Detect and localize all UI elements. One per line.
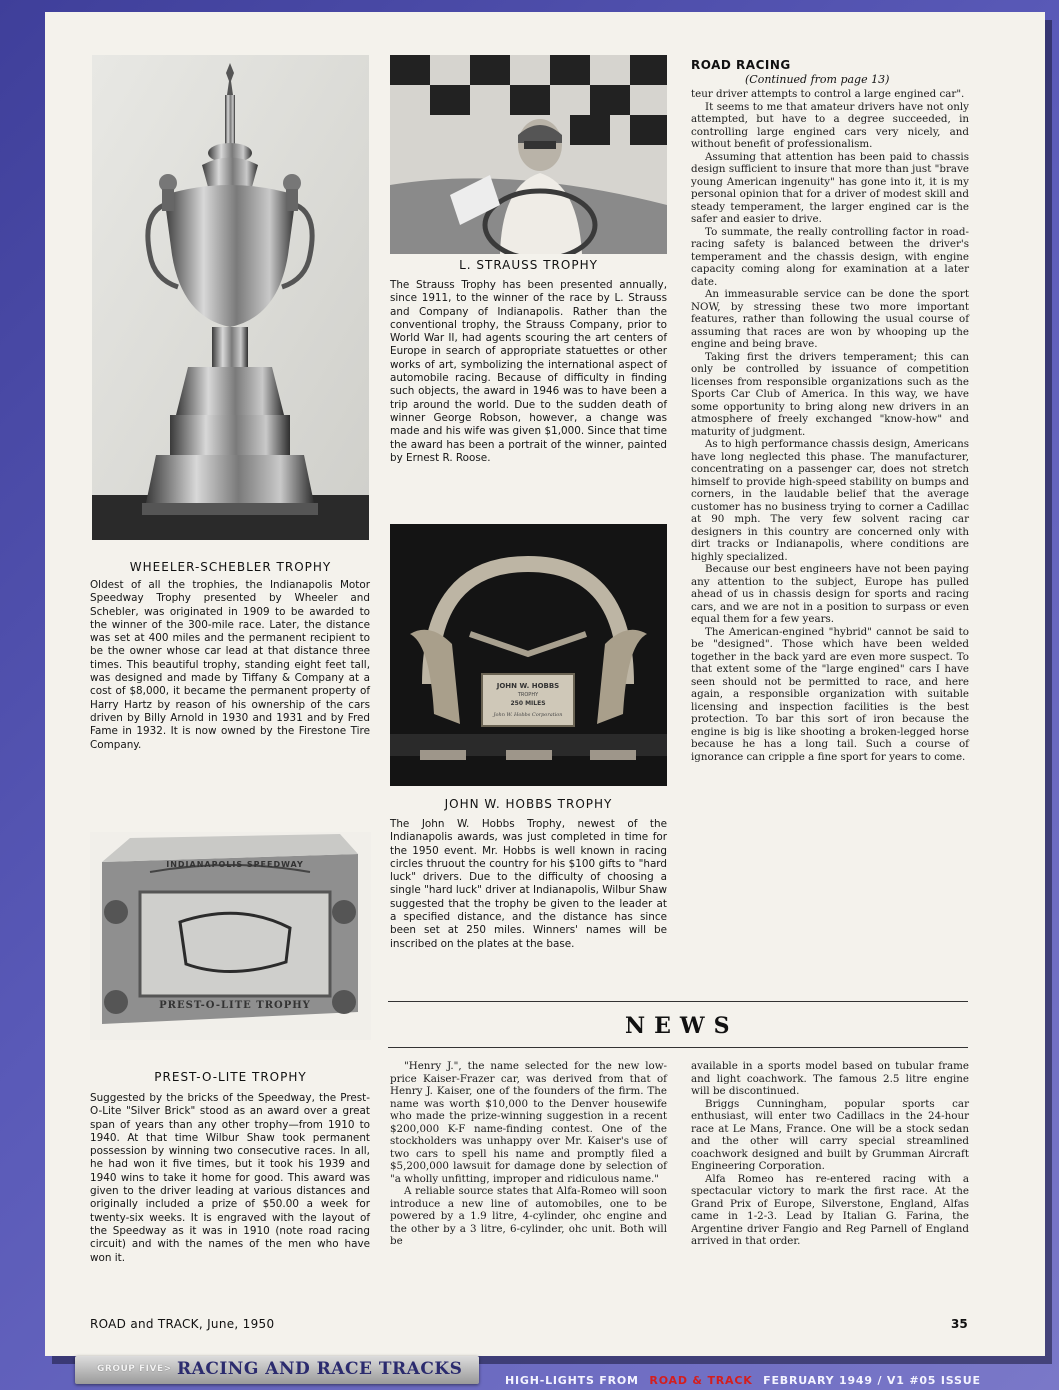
- news-col1-paragraph: A reliable source states that Alfa-Romeo will soon introduce a new line of automobiles, one to be powered by a 1.9 litre, 4-cylinder, ohc engine and the other by a 3 litre, 6-cylinder, ohc unit. Both will be: [390, 1185, 667, 1247]
- news-bottom-rule: [388, 1047, 968, 1048]
- section-banner: [75, 1356, 479, 1384]
- wheeler-schebler-trophy-photo: [92, 55, 369, 540]
- news-col2-paragraph: available in a sports model based on tubular frame and light coachwork. The famous 2.5 litre engine will be discontinued.: [691, 1060, 969, 1097]
- strauss-heading: L. STRAUSS TROPHY: [459, 258, 598, 272]
- news-col1-paragraph: "Henry J.", the name selected for the new low-price Kaiser-Frazer car, was derived from that of Henry J. Kaiser, one of the founders of the firm. The name was worth $10,000 to the Denver housewife who made the prize-winning suggestion in a recent $200,000 K-F name-finding contest. One of the stockholders was unhappy over Mr. Kaiser's use of two cars to spell his name and promptly filed a $5,200,000 lawsuit for damage done by selection of "a wholly unfitting, improper and ridiculous name.": [390, 1060, 667, 1185]
- road-racing-paragraph: Because our best engineers have not been paying any attention to the subject, Europe has pulled ahead of us in chassis design for sports and racing cars, and we are not in a position to surpass or even equal them for a few years.: [691, 563, 969, 625]
- road-racing-title: ROAD RACING: [691, 58, 791, 72]
- footer-page-number: 35: [951, 1317, 968, 1331]
- hobbs-plaque-signature: John W. Hobbs Corporation: [493, 712, 563, 718]
- road-racing-article-body: [691, 88, 969, 763]
- strip-brand-logo: ROAD & TRACK: [649, 1374, 753, 1387]
- banner-group-label: GROUP FIVE>: [97, 1364, 172, 1374]
- news-column-2: [691, 1060, 969, 1248]
- prest-o-lite-trophy-photo: [90, 832, 371, 1040]
- strauss-text: The Strauss Trophy has been presented annually, since 1911, to the winner of the race by L. Strauss and Company of Indianapolis. Rather than the conventional trophy, the Strauss Company, prior to World War II, had agents scouring the art centers of Europe in search of appropriate statuettes or other works of art, symbolizing the international aspect of automobile racing. Because of difficulty in finding such objects, the award in 1946 was to have been a trip around the world. Due to the sudden death of winner George Robson, however, a change was made and his wife was given $1,000. Since that time the award has been a portrait of the winner, painted by Ernest R. Roose.: [390, 279, 667, 464]
- hobbs-plaque-name: JOHN W. HOBBS: [496, 682, 560, 690]
- road-racing-paragraph: The American-engined "hybrid" cannot be said to be "designed". Those which have been welded together in the back yard are even more suspect. To that extent some of the "large engined" cars I have seen should not be permitted to race, and here again, a responsible organization with suitable licensing and inspection facilities is the best protection. To bar this sort of iron because the engine is big is like shooting a broken-legged horse because he has a long tail. Such a course of ignorance can cripple a fine sport for years to come.: [691, 625, 969, 763]
- prest-o-lite-text: Suggested by the bricks of the Speedway, the Prest-O-Lite "Silver Brick" stood as an award over a great span of years than any other trophy—from 1910 to 1940. At that time Wilbur Shaw took permanent possession by winning two consecutive races. In all, he had won it five times, but it took his 1939 and 1940 wins to take it home for good. This award was given to the driver leading at various distances and originally included a prize of $50.00 a week for twenty-six weeks. It is engraved with the layout of the Speedway as it was in 1910 (note road racing circuit) and with the names of the men who have won it.: [90, 1092, 370, 1264]
- hobbs-heading: JOHN W. HOBBS TROPHY: [444, 797, 613, 811]
- hobbs-plaque-trophy: TROPHY: [517, 692, 539, 698]
- road-racing-continued: (Continued from page 13): [745, 73, 890, 86]
- road-racing-paragraph: Taking first the drivers temperament; this can only be controlled by issuance of competition licenses from responsible organizations such as the Sports Car Club of America. In this way, we have some opportunity to bring along new drivers in an atmosphere of freely exchanged "know-how" and maturity of judgment.: [691, 350, 969, 438]
- road-racing-paragraph: As to high performance chassis design, Americans have long neglected this phase. The manufacturer, concentrating on a passenger car, does not stretch himself to provide high-speed stability on bumps and corners, in the laudable belief that the average customer has no business trying to corner a Cadillac at 90 mph. The very few solvent racing car designers in this country are concerned only with dirt tracks or Indianapolis, where conditions are highly specialized.: [691, 438, 969, 563]
- strip-left-text: HIGH-LIGHTS FROM: [505, 1374, 639, 1387]
- news-col2-paragraph: Alfa Romeo has re-entered racing with a spectacular victory to mark the first race. At the Grand Prix of Europe, Silverstone, England, Alfas came in 1-2-3. Lead by Italian G. Farina, the Argentine driver Fangio and Reg Parnell of England arrived in that order.: [691, 1172, 969, 1247]
- strauss-trophy-portrait-photo: [390, 55, 667, 254]
- prest-o-lite-heading: PREST-O-LITE TROPHY: [154, 1070, 307, 1084]
- hobbs-text: The John W. Hobbs Trophy, newest of the Indianapolis awards, was just completed in time for the 1950 event. Mr. Hobbs is well known in racing circles thruout the country for his $100 gifts to "hard luck" drivers. Due to the difficulty of choosing a single "hard luck" driver at Indianapolis, Wilbur Shaw suggested that the trophy be given to the leader at a specified distance, and the distance has since been set at 250 miles. Winners' names will be inscribed on the plates at the base.: [390, 818, 667, 950]
- wheeler-schebler-heading: WHEELER-SCHEBLER TROPHY: [129, 560, 332, 574]
- issue-strip: [505, 1374, 981, 1387]
- brick-top-lettering: INDIANAPOLIS SPEEDWAY: [166, 860, 304, 869]
- news-col2-paragraph: Briggs Cunningham, popular sports car enthusiast, will enter two Cadillacs in the 24-hour race at Le Mans, France. One will be a stock sedan and the other will carry special streamlined coachwork designed and built by Grumman Aircraft Engineering Corporation.: [691, 1097, 969, 1172]
- footer-publication-date: ROAD and TRACK, June, 1950: [90, 1317, 275, 1331]
- road-racing-paragraph: An immeasurable service can be done the sport NOW, by stressing these two more important features, rather than following the usual course of assuming that races are won by whooping up the engine and being brave.: [691, 288, 969, 350]
- strip-right-text: FEBRUARY 1949 / V1 #05 ISSUE: [763, 1374, 981, 1387]
- news-top-rule: [388, 1001, 968, 1002]
- banner-section-title: RACING AND RACE TRACKS: [177, 1359, 463, 1379]
- road-racing-paragraph: To summate, the really controlling factor in road-racing safety is balanced between the driver's temperament and the chassis design, with engine capacity coming along for examination at a later date.: [691, 225, 969, 288]
- news-column-1: [390, 1060, 667, 1248]
- magazine-page: [45, 12, 1045, 1356]
- road-racing-paragraph: Assuming that attention has been paid to chassis design sufficient to insure that more than just "brave young American ingenuity" has gone into it, it is my personal opinion that for a driver of modest skill and steady temperament, the larger engined car is the safer and easier to drive.: [691, 150, 969, 225]
- brick-bottom-lettering: PREST-O-LITE TROPHY: [159, 1000, 311, 1011]
- road-racing-paragraph: It seems to me that amateur drivers have not only attempted, but have to a degree succeeded, in controlling large engined cars very nicely, and without benefit of professionalism.: [691, 100, 969, 150]
- hobbs-trophy-photo: [390, 524, 667, 786]
- wheeler-schebler-text: Oldest of all the trophies, the Indianapolis Motor Speedway Trophy presented by Wheeler and Schebler, was originated in 1909 to be awarded to the winner of the 300-mile race. Later, the distance was set at 400 miles and the permanent recipient to be the owner whose car lead at that distance three times. This beautiful trophy, standing eight feet tall, was designed and made by Tiffany & Company at a cost of $8,000, it became the permanent property of Harry Hartz by reason of his ownership of the cars driven by Billy Arnold in 1930 and 1931 and by Fred Fame in 1932. It is now owned by the Firestone Tire Company.: [90, 579, 370, 751]
- hobbs-plaque-miles: 250 MILES: [510, 700, 546, 707]
- road-racing-paragraph: teur driver attempts to control a large engined car".: [691, 88, 965, 100]
- news-heading: NEWS: [625, 1013, 739, 1039]
